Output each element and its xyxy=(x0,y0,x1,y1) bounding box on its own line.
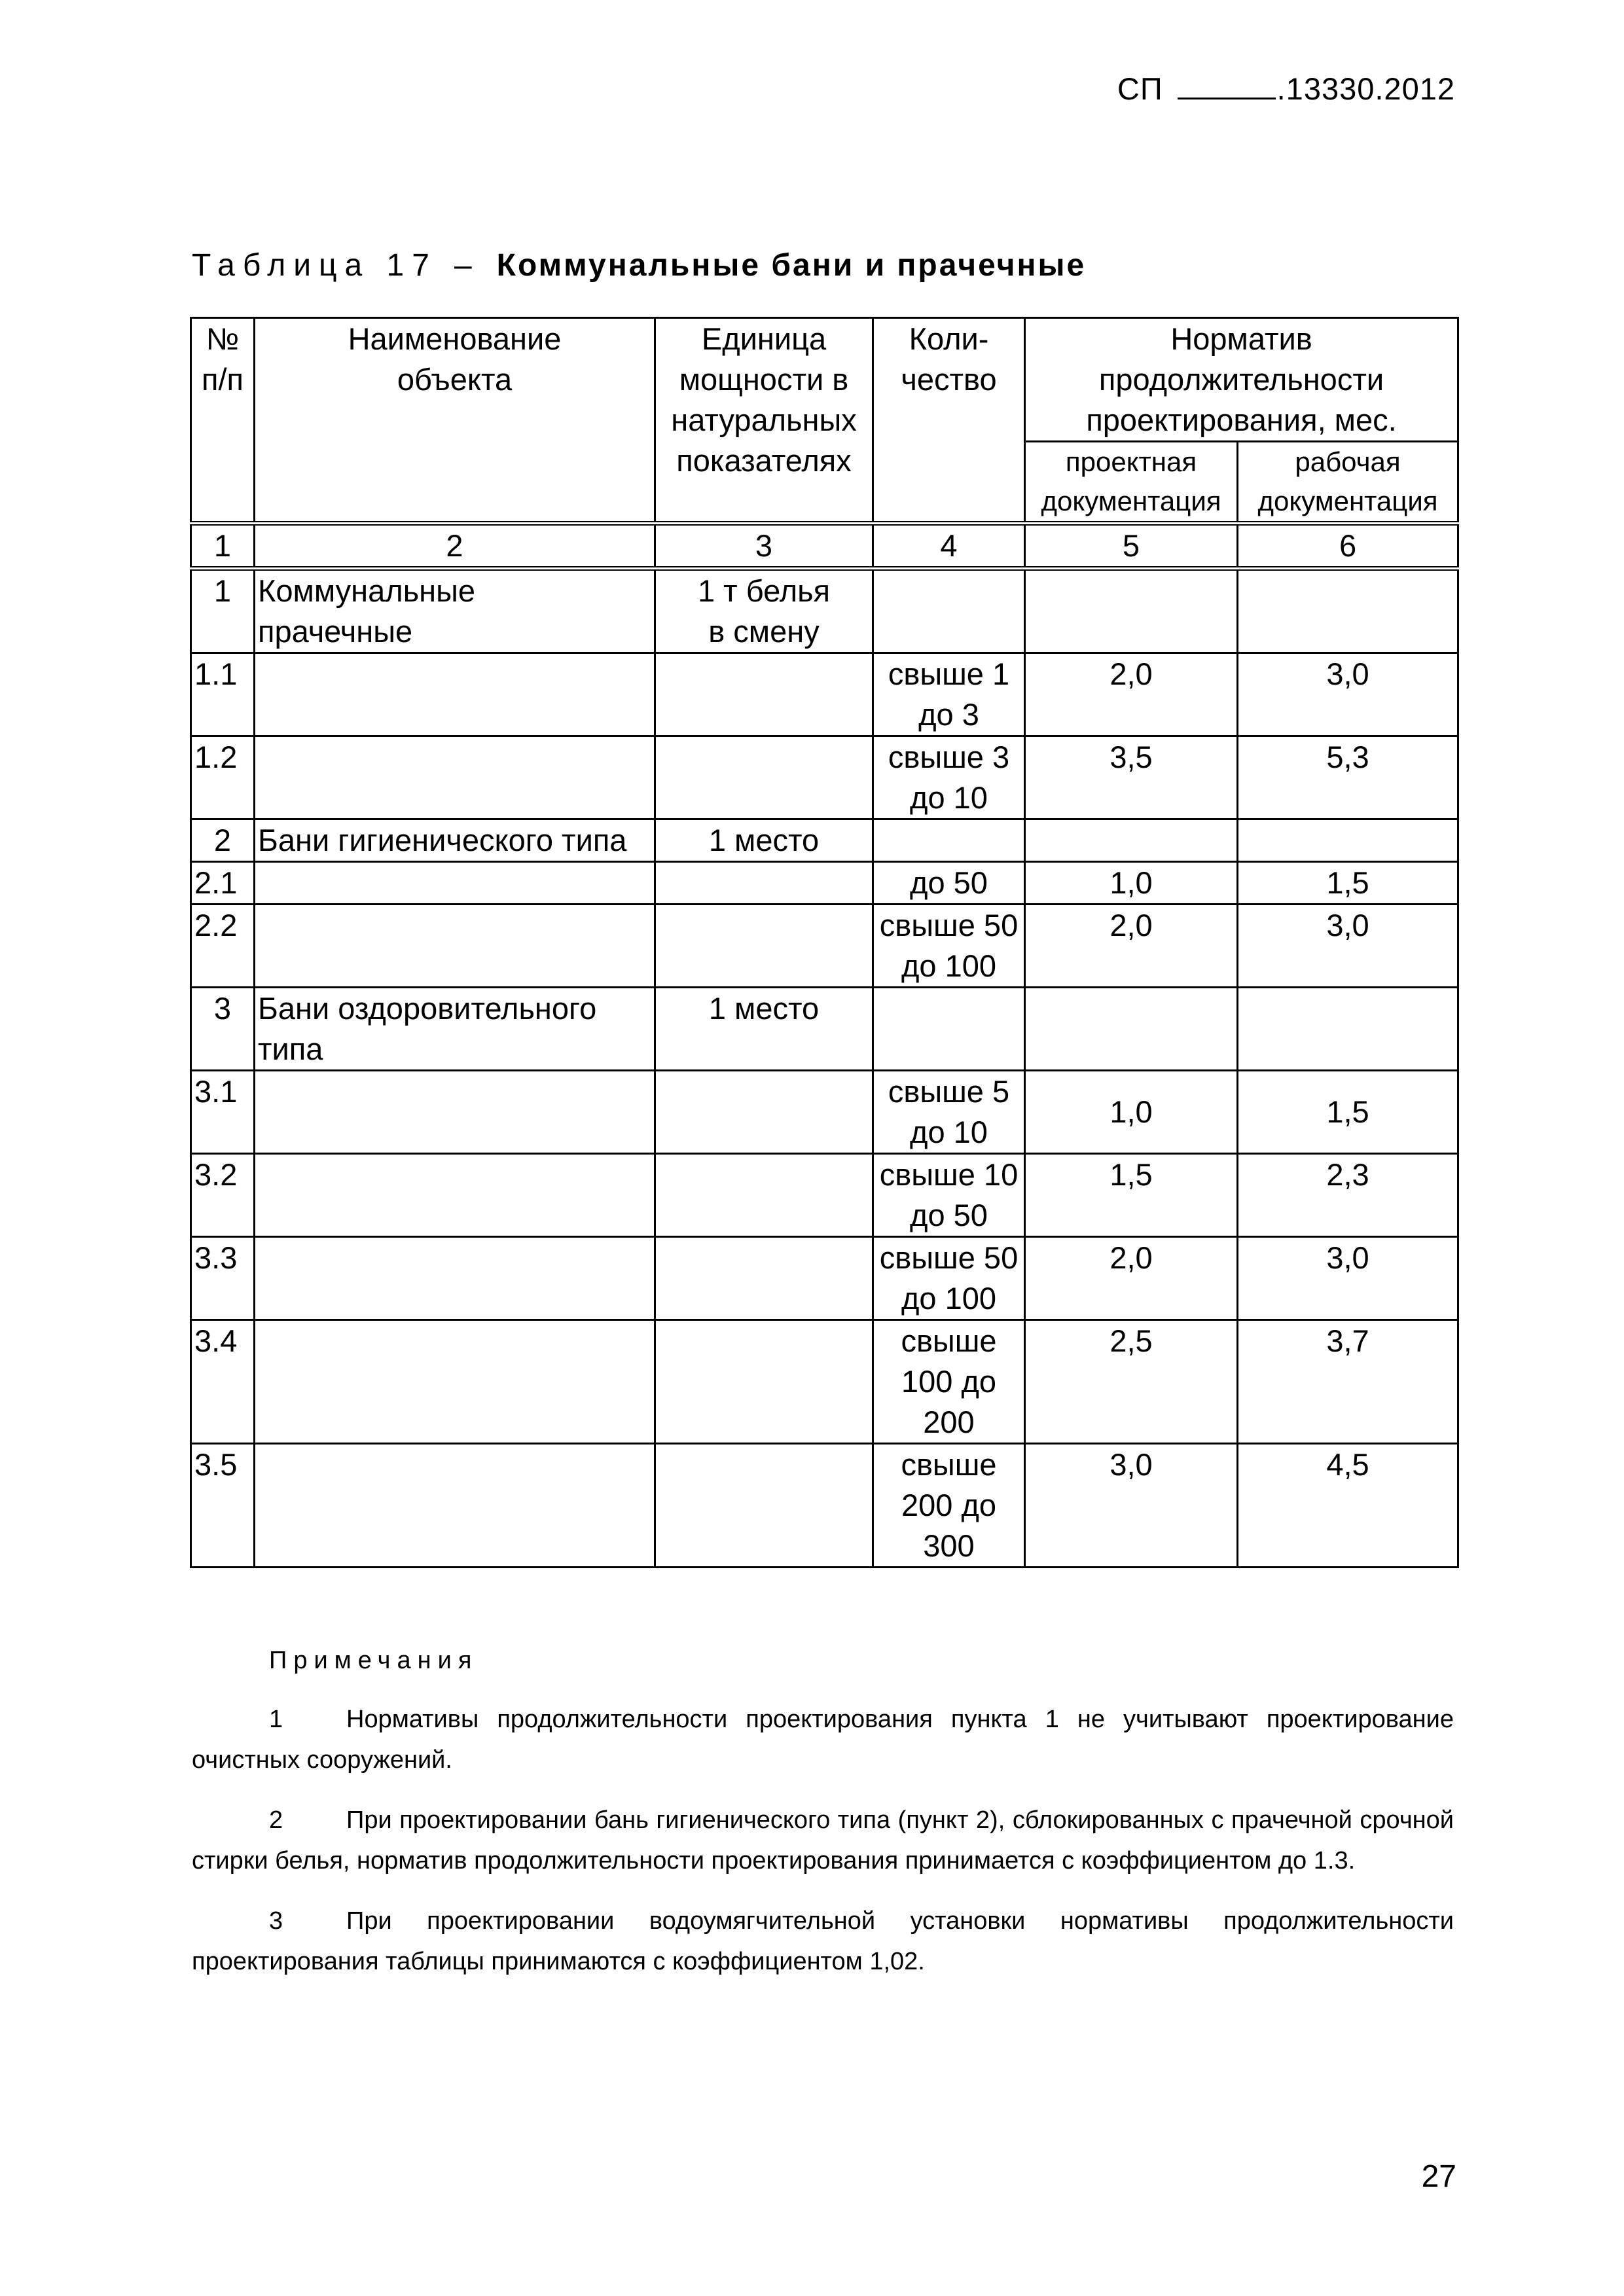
row-number: 3.3 xyxy=(191,1237,255,1320)
capacity-unit xyxy=(655,1237,873,1320)
capacity-unit-line: 1 т белья xyxy=(697,573,831,608)
quantity-line: до 50 xyxy=(910,865,988,900)
row-number: 2.1 xyxy=(191,862,255,905)
working-docs-months xyxy=(1238,569,1458,653)
working-docs-months xyxy=(1238,988,1458,1071)
object-name xyxy=(255,988,655,1071)
working-docs-months: 4,5 xyxy=(1238,1444,1458,1568)
quantity-line: 300 xyxy=(923,1528,975,1563)
page-number: 27 xyxy=(1421,2159,1456,2194)
quantity xyxy=(873,653,1025,736)
project-docs-months: 2,0 xyxy=(1025,653,1238,736)
object-name xyxy=(255,819,655,862)
note-text: При проектировании бань гигиенического типа (пункт 2), сблокированных с прачечной срочной стирки белья, норматив продолжительности проектирования принимается с коэффициентом до 1.3. xyxy=(192,1806,1454,1874)
column-number: 5 xyxy=(1025,524,1238,569)
header-qty-line: Коли- xyxy=(909,321,989,356)
header-num-line: п/п xyxy=(202,362,244,397)
column-number: 4 xyxy=(873,524,1025,569)
capacity-unit-line: в смену xyxy=(708,614,820,649)
object-name-line: Бани гигиенического типа xyxy=(258,823,627,857)
table-row xyxy=(191,905,1458,988)
design-duration-table xyxy=(190,317,1459,1568)
capacity-unit xyxy=(655,653,873,736)
table-row xyxy=(191,1071,1458,1154)
working-docs-months: 3,0 xyxy=(1238,1237,1458,1320)
quantity xyxy=(873,736,1025,819)
note-item xyxy=(192,1901,1454,1982)
table-row xyxy=(191,653,1458,736)
object-name-line: типа xyxy=(258,1031,323,1066)
working-docs-months: 5,3 xyxy=(1238,736,1458,819)
table-row xyxy=(191,736,1458,819)
header-working-docs xyxy=(1238,442,1458,524)
row-number: 3.1 xyxy=(191,1071,255,1154)
table-row xyxy=(191,819,1458,862)
row-number: 3.5 xyxy=(191,1444,255,1568)
header-norm xyxy=(1025,318,1458,442)
project-docs-months: 1,5 xyxy=(1025,1154,1238,1237)
header-qty-line: чество xyxy=(901,362,997,397)
quantity-line: свыше 5 xyxy=(888,1074,1010,1109)
quantity xyxy=(873,569,1025,653)
quantity xyxy=(873,905,1025,988)
quantity-line: до 100 xyxy=(901,1281,997,1316)
quantity xyxy=(873,862,1025,905)
capacity-unit xyxy=(655,819,873,862)
table-title: Коммунальные бани и прачечные xyxy=(496,248,1087,283)
document-code xyxy=(1117,71,1455,107)
header-name-line: объекта xyxy=(397,362,513,397)
capacity-unit xyxy=(655,1444,873,1568)
table-row xyxy=(191,1154,1458,1237)
quantity xyxy=(873,1154,1025,1237)
header-project-docs-line: документация xyxy=(1041,486,1221,516)
quantity xyxy=(873,1237,1025,1320)
header-num-line: № xyxy=(206,321,240,356)
object-name xyxy=(255,653,655,736)
capacity-unit xyxy=(655,736,873,819)
project-docs-months: 1,0 xyxy=(1025,862,1238,905)
working-docs-months: 3,0 xyxy=(1238,653,1458,736)
header-working-docs-line: рабочая xyxy=(1295,446,1401,477)
capacity-unit xyxy=(655,905,873,988)
quantity xyxy=(873,1071,1025,1154)
quantity-line: свыше 50 xyxy=(879,908,1019,942)
capacity-unit xyxy=(655,862,873,905)
document-number-blank xyxy=(1178,71,1276,99)
column-number: 2 xyxy=(255,524,655,569)
notes-section xyxy=(192,1640,1454,2001)
quantity xyxy=(873,819,1025,862)
object-name xyxy=(255,905,655,988)
quantity-line: свыше 3 xyxy=(888,740,1010,774)
header-unit-line: показателях xyxy=(676,443,852,478)
quantity-line: свыше 10 xyxy=(879,1157,1019,1192)
capacity-unit xyxy=(655,1154,873,1237)
quantity-line: 200 до xyxy=(901,1488,997,1522)
capacity-unit-line: 1 место xyxy=(708,823,820,857)
header-unit-line: мощности в xyxy=(679,362,849,397)
header-norm-line: продолжительности xyxy=(1098,362,1384,397)
quantity-line: 100 до xyxy=(901,1364,997,1399)
notes-heading: Примечания xyxy=(269,1647,478,1674)
object-name-line: Коммунальные xyxy=(258,573,476,608)
working-docs-months: 2,3 xyxy=(1238,1154,1458,1237)
note-number: 3 xyxy=(269,1907,283,1935)
project-docs-months xyxy=(1025,569,1238,653)
working-docs-months: 3,0 xyxy=(1238,905,1458,988)
header-unit xyxy=(655,318,873,524)
header-norm-line: Норматив xyxy=(1170,321,1312,356)
quantity-line: свыше 50 xyxy=(879,1240,1019,1275)
object-name xyxy=(255,569,655,653)
quantity xyxy=(873,1320,1025,1444)
project-docs-months xyxy=(1025,988,1238,1071)
table-row xyxy=(191,862,1458,905)
caption-dash: – xyxy=(454,248,472,283)
table-row xyxy=(191,1237,1458,1320)
header-name-line: Наименование xyxy=(348,321,562,356)
column-number: 6 xyxy=(1238,524,1458,569)
quantity-line: свыше 1 xyxy=(888,656,1010,691)
table-caption xyxy=(192,247,1086,283)
object-name-line: Бани оздоровительного xyxy=(258,991,597,1026)
working-docs-months: 3,7 xyxy=(1238,1320,1458,1444)
row-number: 3.2 xyxy=(191,1154,255,1237)
document-prefix: СП xyxy=(1117,71,1163,106)
project-docs-months: 2,0 xyxy=(1025,1237,1238,1320)
quantity-line: до 100 xyxy=(901,948,997,983)
header-qty xyxy=(873,318,1025,524)
header-project-docs-line: проектная xyxy=(1065,446,1197,477)
row-number: 3.4 xyxy=(191,1320,255,1444)
document-code-suffix: .13330.2012 xyxy=(1276,71,1455,106)
object-name xyxy=(255,1320,655,1444)
object-name xyxy=(255,862,655,905)
project-docs-months: 2,0 xyxy=(1025,905,1238,988)
row-number: 2.2 xyxy=(191,905,255,988)
capacity-unit xyxy=(655,988,873,1071)
table-row xyxy=(191,1444,1458,1568)
quantity-line: до 3 xyxy=(918,697,979,732)
quantity-line: до 10 xyxy=(910,1115,988,1149)
working-docs-months: 1,5 xyxy=(1238,1071,1458,1154)
project-docs-months xyxy=(1025,819,1238,862)
quantity-line: 200 xyxy=(923,1405,975,1439)
table-label: Таблица 17 xyxy=(192,248,437,283)
object-name xyxy=(255,1154,655,1237)
object-name xyxy=(255,736,655,819)
header-project-docs xyxy=(1025,442,1238,524)
note-item xyxy=(192,1699,1454,1780)
header-num xyxy=(191,318,255,524)
capacity-unit xyxy=(655,1071,873,1154)
note-text: Нормативы продолжительности проектирования пункта 1 не учитывают проектирование очистных сооружений. xyxy=(192,1706,1454,1774)
capacity-unit xyxy=(655,1320,873,1444)
working-docs-months: 1,5 xyxy=(1238,862,1458,905)
project-docs-months: 2,5 xyxy=(1025,1320,1238,1444)
working-docs-months xyxy=(1238,819,1458,862)
header-working-docs-line: документация xyxy=(1257,486,1438,516)
row-number: 1.1 xyxy=(191,653,255,736)
table-row xyxy=(191,1320,1458,1444)
object-name-line: прачечные xyxy=(258,614,413,649)
header-row xyxy=(191,318,1458,442)
column-number: 1 xyxy=(191,524,255,569)
header-norm-line: проектирования, мес. xyxy=(1086,403,1397,437)
row-number: 1 xyxy=(191,569,255,653)
object-name xyxy=(255,1237,655,1320)
note-number: 1 xyxy=(269,1706,283,1733)
quantity xyxy=(873,1444,1025,1568)
notes-list xyxy=(192,1699,1454,1982)
project-docs-months: 1,0 xyxy=(1025,1071,1238,1154)
quantity xyxy=(873,988,1025,1071)
row-number: 3 xyxy=(191,988,255,1071)
note-item xyxy=(192,1800,1454,1881)
row-number: 2 xyxy=(191,819,255,862)
quantity-line: свыше xyxy=(901,1447,997,1482)
header-unit-line: Единица xyxy=(701,321,827,356)
quantity-line: до 10 xyxy=(910,780,988,815)
header-unit-line: натуральных xyxy=(671,403,857,437)
object-name xyxy=(255,1444,655,1568)
column-number: 3 xyxy=(655,524,873,569)
note-number: 2 xyxy=(269,1806,283,1834)
capacity-unit-line: 1 место xyxy=(708,991,820,1026)
note-text: При проектировании водоумягчительной установки нормативы продолжительности проектирования таблицы принимаются с коэффициентом 1,02. xyxy=(192,1907,1454,1975)
project-docs-months: 3,5 xyxy=(1025,736,1238,819)
quantity-line: до 50 xyxy=(910,1198,988,1232)
table-row xyxy=(191,569,1458,653)
table-row xyxy=(191,988,1458,1071)
project-docs-months: 3,0 xyxy=(1025,1444,1238,1568)
column-numbers-row xyxy=(191,524,1458,569)
quantity-line: свыше xyxy=(901,1323,997,1358)
capacity-unit xyxy=(655,569,873,653)
object-name xyxy=(255,1071,655,1154)
header-name xyxy=(255,318,655,524)
row-number: 1.2 xyxy=(191,736,255,819)
